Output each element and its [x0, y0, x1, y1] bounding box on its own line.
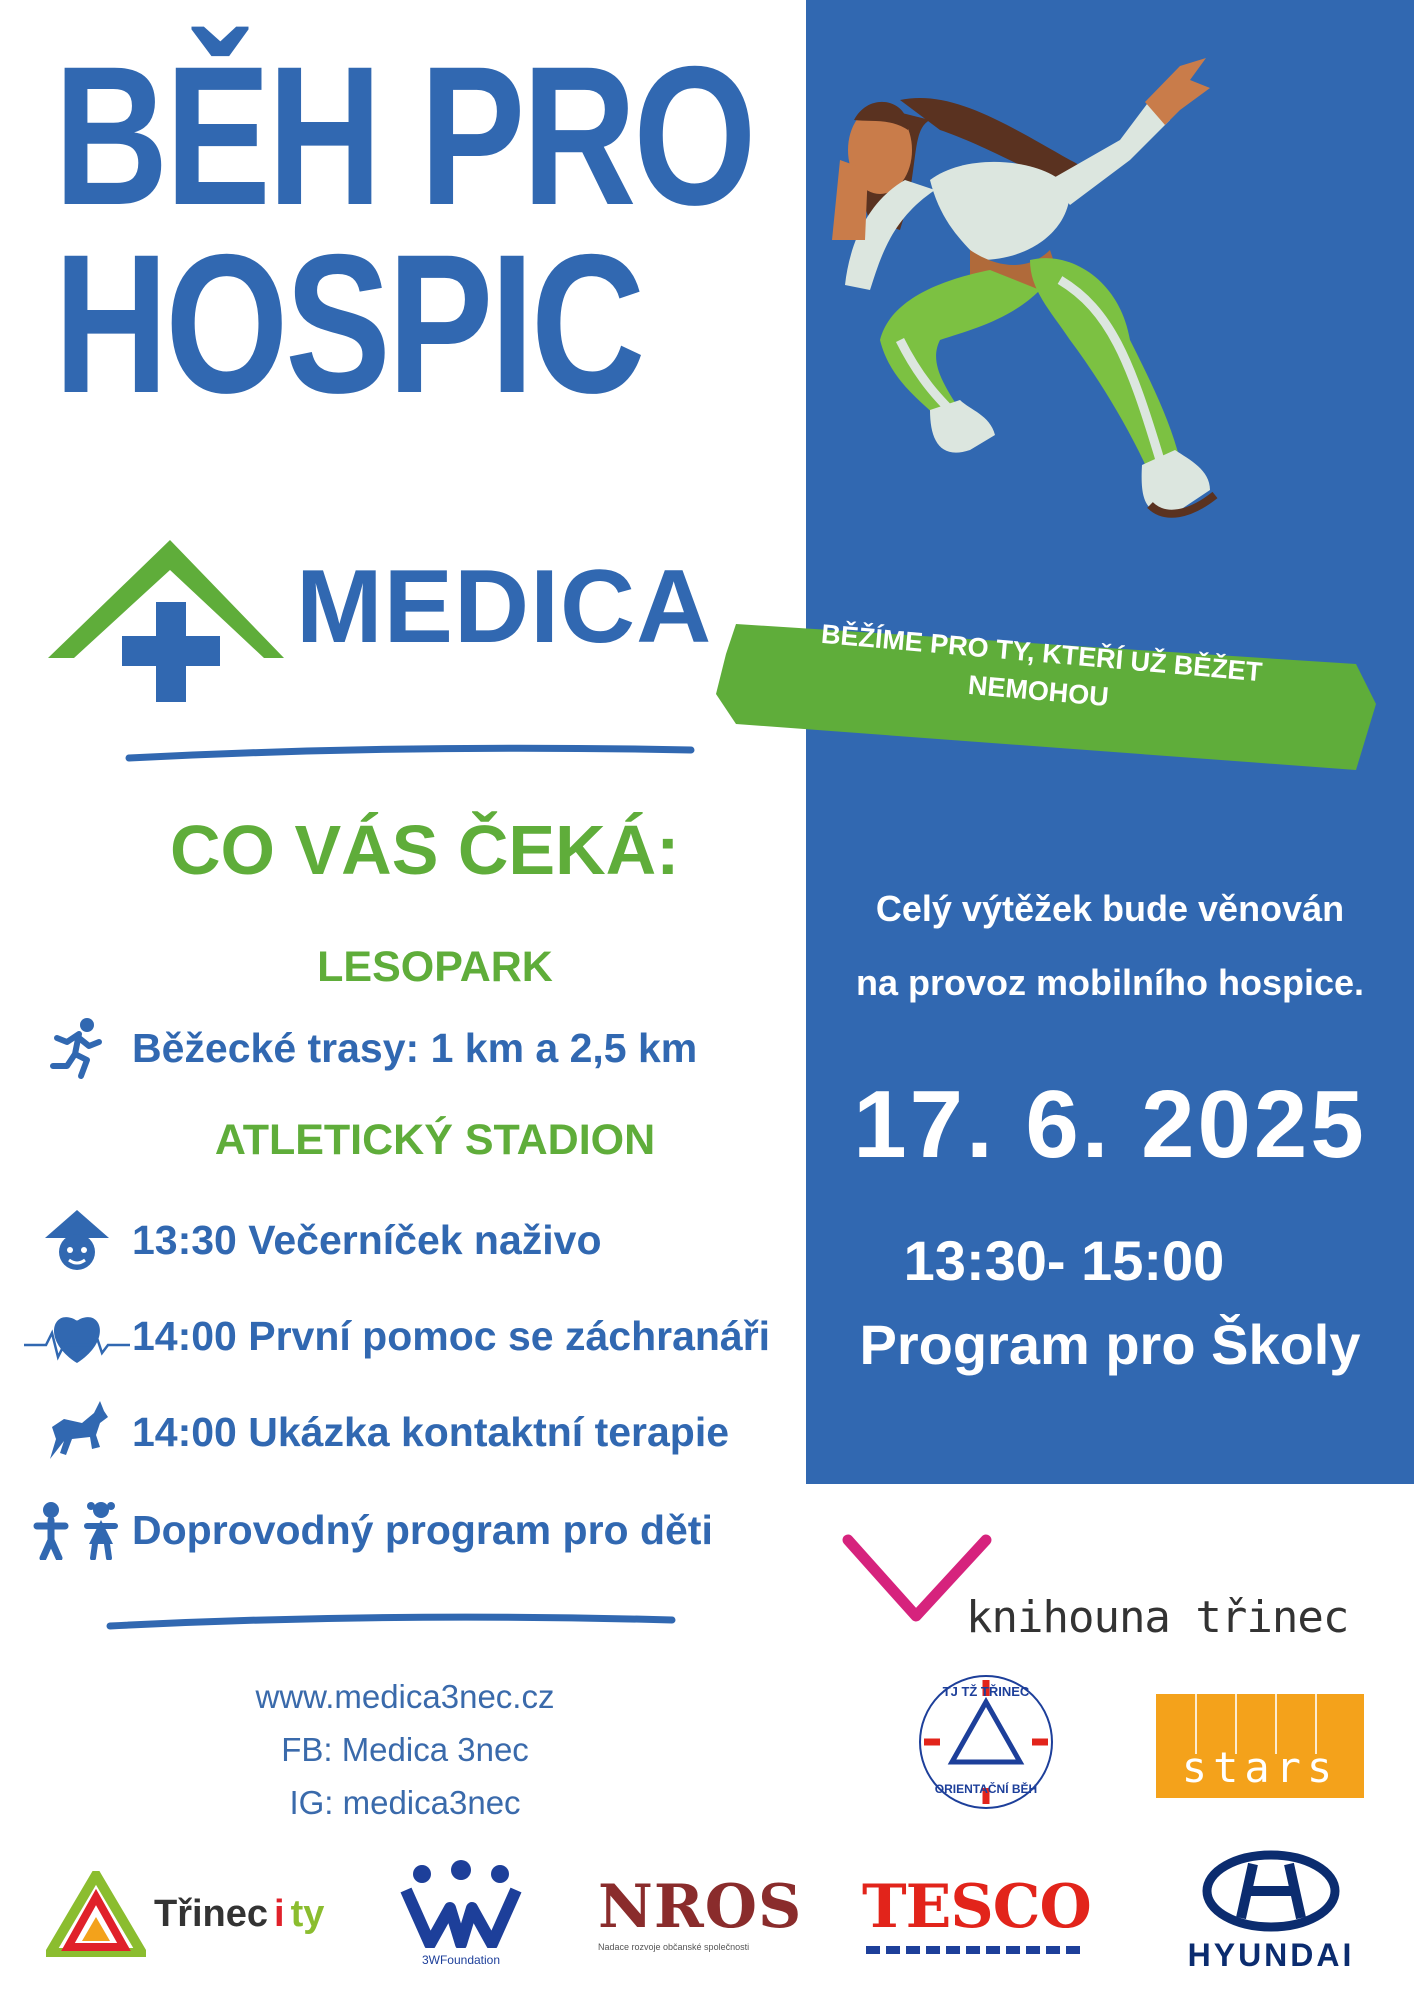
event-audience: Program pro Školy: [859, 1313, 1361, 1376]
proceeds-line-2: na provoz mobilního hospice.: [855, 962, 1365, 1003]
contacts: [140, 1670, 670, 1829]
tesco-logo: [862, 1872, 1092, 1972]
proceeds-info: [806, 872, 1414, 1020]
event-date: 17. 6. 2025: [853, 1071, 1367, 1178]
tesco-stripes-icon: [862, 1942, 1092, 1962]
knihovna-name: knihouna třinec: [966, 1592, 1349, 1643]
program-item: [22, 1496, 713, 1564]
title-line-2: HOSPIC: [54, 213, 643, 434]
children-icon: [22, 1496, 132, 1564]
tesco-name: TESCO: [862, 1872, 1091, 1942]
tj-bottom-text: ORIENTAČNÍ BĚH: [934, 1782, 1038, 1796]
3w-foundation-icon: [396, 1860, 526, 1948]
program-item: [22, 1398, 729, 1466]
program-item: [22, 1206, 602, 1274]
trinec-logo: [46, 1868, 366, 1960]
3w-foundation-name: 3WFoundation: [421, 1953, 501, 1967]
nros-name: NROS: [598, 1872, 803, 1942]
runner-icon: [22, 1014, 132, 1082]
divider-top: [125, 742, 695, 766]
heartbeat-icon: [22, 1302, 132, 1370]
trinec-triangle-icon: [46, 1871, 146, 1957]
vecernicek-icon: [22, 1206, 132, 1274]
poster-title: [54, 25, 754, 434]
program-item-text: 14:00 Ukázka kontaktní terapie: [132, 1408, 730, 1455]
program-item: [22, 1302, 770, 1370]
program-item-text: 14:00 První pomoc se záchranáři: [132, 1312, 771, 1359]
tj-top-text: TJ TŽ TŘINEC: [942, 1684, 1030, 1699]
facebook-link[interactable]: FB: Medica 3nec: [281, 1731, 529, 1768]
runner-illustration: [770, 40, 1410, 680]
horse-icon: [22, 1398, 132, 1466]
program-item-text: 13:30 Večerníček naživo: [132, 1216, 602, 1263]
organizer-name: MEDICA: [296, 549, 713, 665]
stars-text: stars: [1181, 1743, 1339, 1792]
trinec-word: Třinec: [154, 1892, 269, 1935]
section-title-lesopark: LESOPARK: [317, 943, 553, 991]
tj-trinec-logo: [916, 1672, 1056, 1812]
nros-logo: [598, 1872, 818, 1962]
hyundai-name: HYUNDAI: [1187, 1937, 1355, 1973]
instagram-link[interactable]: IG: medica3nec: [289, 1784, 521, 1821]
medica-house-icon: [48, 540, 284, 712]
proceeds-line-1: Celý výtěžek bude věnován: [875, 888, 1345, 929]
event-time: 13:30- 15:00: [903, 1229, 1225, 1292]
trinec-ty: ty: [290, 1892, 325, 1935]
section-title-stadion: ATLETICKÝ STADION: [214, 1116, 656, 1164]
program-heading: CO VÁS ČEKÁ:: [170, 811, 680, 889]
program-item-text: Doprovodný program pro děti: [132, 1506, 713, 1553]
title-line-1: BĚH PRO: [54, 25, 754, 246]
slogan-text: BĚŽÍME PRO TY, KTEŘÍ UŽ BĚŽET NEMOHOU: [819, 618, 1264, 713]
nros-subtitle: Nadace rozvoje občanské společnosti: [598, 1942, 750, 1952]
program-item-text: Běžecké trasy: 1 km a 2,5 km: [132, 1024, 698, 1071]
trinec-i: i: [274, 1892, 285, 1935]
website-link[interactable]: www.medica3nec.cz: [255, 1678, 555, 1715]
stars-logo: [1156, 1694, 1364, 1798]
hyundai-emblem-icon: [1201, 1850, 1341, 1932]
3w-foundation-logo: [396, 1860, 526, 1970]
hyundai-logo: [1176, 1850, 1366, 1980]
divider-bottom: [106, 1610, 676, 1634]
program-item: [22, 1014, 697, 1082]
